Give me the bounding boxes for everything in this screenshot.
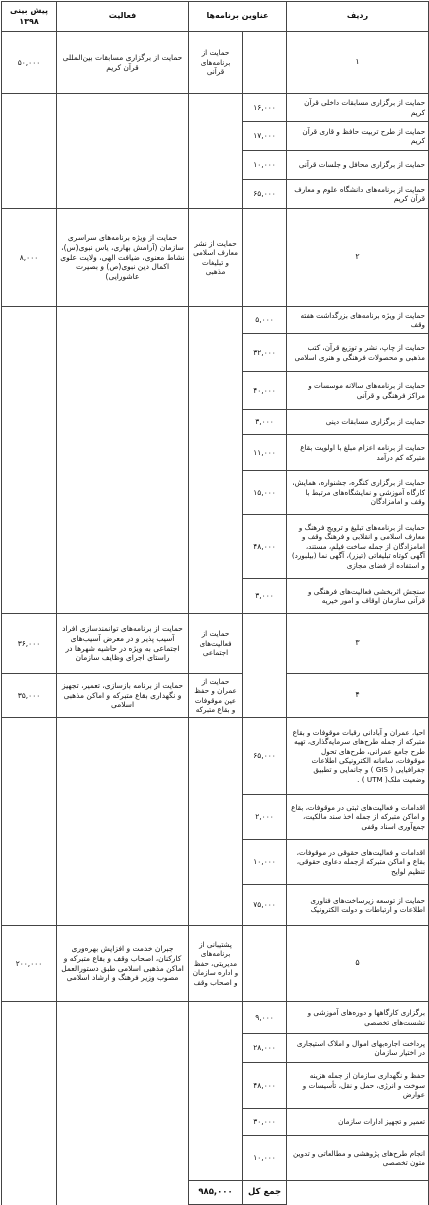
activity-cell: حمایت از توسعه زیرساخت‌های فناوری اطلاعات و ارتباطات و دولت الکترونیک	[287, 885, 429, 926]
table-row	[2, 926, 429, 1002]
table-row	[2, 885, 429, 926]
activity-cell: حمایت از برگزاری محافل و جلسات قرآنی	[287, 151, 429, 180]
activity-cell: پرداخت اجاره‌بهای اموال و املاک استیجاری در اختیار سازمان	[287, 1034, 429, 1063]
program-title: حمایت از نشر معارف اسلامی و تبلیغات مذهبی	[189, 209, 243, 307]
empty-cell	[189, 435, 243, 471]
empty-cell	[189, 471, 243, 515]
table-row	[2, 471, 429, 515]
total-amount: ۹۸۵,۰۰۰	[189, 1181, 243, 1205]
table-row	[2, 840, 429, 885]
empty-cell	[189, 334, 243, 372]
empty-cell	[57, 515, 189, 579]
empty-cell	[57, 122, 189, 151]
empty-cell	[2, 1002, 57, 1034]
table-row	[2, 94, 429, 122]
program-title: حمایت از عمران و حفظ عین موقوفات و بقاع متبرکه	[189, 674, 243, 718]
amount-cell: ۹,۰۰۰	[243, 1002, 287, 1034]
total-label: جمع کل	[243, 1181, 287, 1205]
amount-cell: ۱۰,۰۰۰	[243, 840, 287, 885]
empty-cell	[189, 1002, 243, 1034]
row-number: ۳	[287, 614, 429, 674]
empty-cell	[57, 151, 189, 180]
program-amount: ۳۵,۰۰۰	[2, 674, 57, 718]
row-number: ۴	[287, 674, 429, 718]
empty-cell	[2, 1136, 57, 1181]
activity-cell: حمایت از برنامه اعزام مبلغ با اولویت بقاع متبرکه کم درآمد	[287, 435, 429, 471]
empty-cell	[189, 840, 243, 885]
empty-cell	[189, 1034, 243, 1063]
amount-cell: ۱۷,۰۰۰	[243, 122, 287, 151]
amount-cell: ۶۵,۰۰۰	[243, 718, 287, 795]
empty-cell	[57, 795, 189, 840]
amount-cell: ۳۲,۰۰۰	[243, 334, 287, 372]
activity-cell: انجام طرح‌های پژوهشی و مطالعاتی و تدوین متون تخصصی	[287, 1136, 429, 1181]
empty-cell	[57, 307, 189, 334]
table-row	[2, 1063, 429, 1109]
activity-cell: حمایت از برگزاری مسابقات دینی	[287, 410, 429, 435]
empty-cell	[57, 579, 189, 614]
activity-cell: حمایت از برنامه‌های دانشگاه علوم و معارف قرآن کریم	[287, 180, 429, 209]
activity-cell: حمایت از طرح تربیت حافظ و قاری قرآن کریم	[287, 122, 429, 151]
table-row	[2, 122, 429, 151]
amount-cell: ۶۵,۰۰۰	[243, 180, 287, 209]
empty-cell	[189, 94, 243, 122]
program-spacer	[243, 926, 287, 1002]
empty-cell	[2, 307, 57, 334]
empty-cell	[189, 372, 243, 410]
empty-cell	[57, 840, 189, 885]
program-amount: ۵۰,۰۰۰	[2, 32, 57, 94]
empty-cell	[57, 334, 189, 372]
amount-cell: ۷۵,۰۰۰	[243, 885, 287, 926]
empty-cell	[189, 122, 243, 151]
empty-cell	[2, 372, 57, 410]
table-row	[2, 32, 429, 94]
budget-document	[1, 1, 428, 1197]
row-number: ۱	[287, 32, 429, 94]
program-spacer	[243, 209, 287, 307]
table-row	[2, 307, 429, 334]
total-row	[2, 1181, 429, 1205]
empty-cell	[57, 1002, 189, 1034]
empty-cell	[2, 122, 57, 151]
empty-cell	[2, 515, 57, 579]
table-row	[2, 795, 429, 840]
amount-cell: ۴۰,۰۰۰	[243, 372, 287, 410]
table-row	[2, 718, 429, 795]
budget-table	[1, 1, 429, 1205]
program-activity: حمایت از ویژه برنامه‌های سراسری سازمان (آرامش بهاری، یاس نبوی(س)، نشاط معنوی، ضیافت الهی، ولایت علوی اکمال دین نبوی(ص) و بصیرت عاشورایی)	[57, 209, 189, 307]
amount-cell: ۴۸,۰۰۰	[243, 1063, 287, 1109]
table-row	[2, 334, 429, 372]
table-row	[2, 515, 429, 579]
program-activity: حمایت از برنامه بازسازی، تعمیر، تجهیز و نگهداری بقاع متبرکه و اماکن مذهبی اسلامی	[57, 674, 189, 718]
empty-cell	[57, 1109, 189, 1136]
empty-cell	[2, 1063, 57, 1109]
empty-cell	[57, 471, 189, 515]
table-row	[2, 410, 429, 435]
empty-cell	[189, 410, 243, 435]
program-activity: حمایت از برنامه‌های توانمندسازی افراد آسیب پذیر و در معرض آسیب‌های اجتماعی به ویژه در حاشیه شهرها در راستای اجرای وظایف سازمان	[57, 614, 189, 674]
empty-cell	[2, 718, 57, 795]
empty-cell	[189, 1136, 243, 1181]
amount-cell: ۲,۰۰۰	[243, 795, 287, 840]
table-row	[2, 151, 429, 180]
table-row	[2, 674, 429, 718]
empty-cell	[189, 151, 243, 180]
empty-cell	[189, 1063, 243, 1109]
table-body	[2, 32, 429, 1205]
activity-cell: سنجش اثربخشی فعالیت‌های فرهنگی و قرآنی سازمان اوقاف و امور خیریه	[287, 579, 429, 614]
table-row	[2, 1002, 429, 1034]
empty-cell	[57, 1063, 189, 1109]
empty-cell	[2, 579, 57, 614]
table-row	[2, 180, 429, 209]
activity-cell: احیا، عمران و آبادانی رقبات موقوفات و بقاع متبرکه از جمله طرح‌های سرمایه‌گذاری، تهیه طرح جامع عمرانی، طرح‌های تحول موقوفات، سامانه الکترونیکی اطلاعات جغرافیایی ( GIS ) و جانمایی و تطبیق وضعیت ملک( UTM ) .	[287, 718, 429, 795]
empty-cell	[2, 410, 57, 435]
empty-cell	[189, 1109, 243, 1136]
amount-cell: ۳,۰۰۰	[243, 410, 287, 435]
empty-cell	[189, 515, 243, 579]
empty-cell	[57, 410, 189, 435]
empty-cell	[57, 180, 189, 209]
amount-cell: ۱۶,۰۰۰	[243, 94, 287, 122]
header-program-title: عناوین برنامه‌ها	[189, 2, 287, 32]
empty-cell	[2, 471, 57, 515]
table-row	[2, 1109, 429, 1136]
empty-cell	[57, 1034, 189, 1063]
program-amount: ۸,۰۰۰	[2, 209, 57, 307]
table-row	[2, 435, 429, 471]
activity-cell: اقدامات و فعالیت‌های حقوقی در موقوفات، بقاع و اماکن متبرکه ازجمله دعاوی حقوقی، تنظیم لوایح	[287, 840, 429, 885]
amount-cell: ۱۰,۰۰۰	[243, 1136, 287, 1181]
amount-cell: ۱۱,۰۰۰	[243, 435, 287, 471]
activity-cell: حمایت از برنامه‌های سالانه موسسات و مراکز فرهنگی و قرآنی	[287, 372, 429, 410]
program-activity: جبران خدمت و افزایش بهره‌وری کارکنان، اصحاب وقف و بقاع متبرکه و اماکن مذهبی اسلامی طبق دستورالعمل مصوب وزیر فرهنگ و ارشاد اسلامی	[57, 926, 189, 1002]
program-title: حمایت از فعالیت‌های اجتماعی	[189, 614, 243, 674]
empty-cell	[189, 579, 243, 614]
empty-cell	[2, 1109, 57, 1136]
table-row	[2, 209, 429, 307]
empty-cell	[2, 180, 57, 209]
program-activity: حمایت از برگزاری مسابقات بین‌المللی قرآن کریم	[57, 32, 189, 94]
program-amount: ۳۶,۰۰۰	[2, 614, 57, 674]
activity-cell: حمایت از چاپ، نشر و توزیع قرآن، کتب مذهبی و محصولات فرهنگی و هنری اسلامی	[287, 334, 429, 372]
empty-cell	[2, 151, 57, 180]
amount-cell: ۱۰,۰۰۰	[243, 151, 287, 180]
empty-cell	[57, 885, 189, 926]
empty-cell	[2, 435, 57, 471]
empty-cell	[57, 1136, 189, 1181]
activity-cell: برگزاری کارگاهها و دوره‌های آموزشی و نشست‌های تخصصی	[287, 1002, 429, 1034]
activity-cell: تعمیر و تجهیز ادارات سازمان	[287, 1109, 429, 1136]
activity-cell: اقدامات و فعالیت‌های ثبتی در موقوفات، بقاع و اماکن متبرکه از جمله اخذ سند مالکیت، جمع‌آوری اسناد وقفی	[287, 795, 429, 840]
program-amount: ۲۰۰,۰۰۰	[2, 926, 57, 1002]
header-radif: ردیف	[287, 2, 429, 32]
header-activity: فعالیت	[57, 2, 189, 32]
empty-cell	[2, 334, 57, 372]
row-number: ۲	[287, 209, 429, 307]
program-spacer	[243, 614, 287, 674]
activity-cell: حمایت از برنامه‌های تبلیغ و ترویج فرهنگ و معارف اسلامی و انقلابی و فرهنگ وقف و امامزادگان از جمله ساخت فیلم، مستند، آگهی کوتاه تبلیغاتی (تیزر)، آگهی نما (بیلبورد) و استفاده از فضای مجازی	[287, 515, 429, 579]
program-spacer	[243, 674, 287, 718]
empty-cell	[287, 1181, 429, 1205]
empty-cell	[57, 435, 189, 471]
table-header-row	[2, 2, 429, 32]
empty-cell	[2, 795, 57, 840]
table-row	[2, 1136, 429, 1181]
program-spacer	[243, 32, 287, 94]
table-row	[2, 614, 429, 674]
amount-cell: ۲۸,۰۰۰	[243, 1034, 287, 1063]
activity-cell: حمایت از برگزاری کنگره، جشنواره، همایش، کارگاه آموزشی و نمایشگاه‌های مرتبط با وقف و امامزادگان	[287, 471, 429, 515]
empty-cell	[57, 718, 189, 795]
empty-cell	[189, 718, 243, 795]
activity-cell: حمایت از ویژه برنامه‌های بزرگداشت هفته وقف	[287, 307, 429, 334]
amount-cell: ۵,۰۰۰	[243, 307, 287, 334]
program-title: حمایت از برنامه‌های قرآنی	[189, 32, 243, 94]
empty-cell	[189, 795, 243, 840]
empty-cell	[2, 885, 57, 926]
empty-cell	[2, 1034, 57, 1063]
empty-cell	[189, 885, 243, 926]
amount-cell: ۱۵,۰۰۰	[243, 471, 287, 515]
empty-cell	[189, 180, 243, 209]
amount-cell: ۳,۰۰۰	[243, 579, 287, 614]
program-title: پشتیبانی از برنامه‌های مدیریتی، حفظ و اداره سازمان و اصحاب وقف	[189, 926, 243, 1002]
table-row	[2, 372, 429, 410]
empty-cell	[57, 372, 189, 410]
amount-cell: ۴۸,۰۰۰	[243, 515, 287, 579]
activity-cell: حفظ و نگهداری سازمان از جمله هزینه سوخت و انرژی، حمل و نقل، تأسیسات و عوارض	[287, 1063, 429, 1109]
empty-cell	[57, 1181, 189, 1205]
table-row	[2, 579, 429, 614]
row-number: ۵	[287, 926, 429, 1002]
empty-cell	[2, 1181, 57, 1205]
amount-cell: ۳۰,۰۰۰	[243, 1109, 287, 1136]
empty-cell	[2, 94, 57, 122]
table-row	[2, 1034, 429, 1063]
empty-cell	[57, 94, 189, 122]
empty-cell	[189, 307, 243, 334]
empty-cell	[2, 840, 57, 885]
activity-cell: حمایت از برگزاری مسابقات داخلی قرآن کریم	[287, 94, 429, 122]
header-forecast: پیش بینی ۱۳۹۸	[2, 2, 57, 32]
